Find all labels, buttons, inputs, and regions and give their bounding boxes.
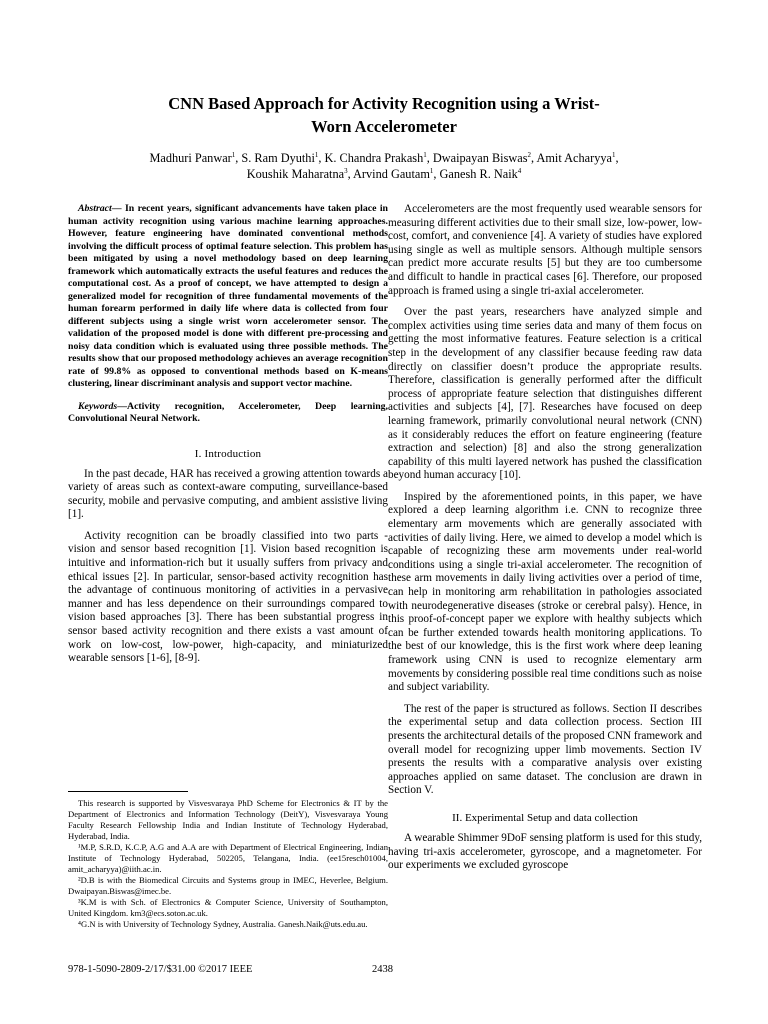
right-paragraph: Accelerometers are the most frequently used wearable sensors for measuring different activities due to their small size, low-power, low-cost, comfort, and convenience [4]. A variety of studies have explored using single as well as multiple sensors. Although multiple sensors can predict more accurate results [5] but they are too cumbersome and difficult to handle in practical cases [6]. Therefore, our proposed approach is framed using a single tri-axial accelerometer. [388, 203, 702, 297]
author-name: Koushik Maharatna [246, 167, 345, 181]
footnote: ¹M.P, S.R.D, K.C.P, A.G and A.A are with Department of Electrical Engineering, Indian Institute of Technology Hyderabad, 502205, Telangana, India. (ee15resch01004, amit_acharyya)@iith.ac.in. [68, 842, 388, 874]
author-affiliation-sup: 1 [429, 166, 434, 175]
footnotes [68, 798, 388, 930]
author-list [60, 150, 708, 182]
author-name: Madhuri Panwar [149, 151, 232, 165]
author-name: Dwaipayan Biswas [432, 151, 528, 165]
abstract-text: — In recent years, significant advancements have taken place in human activity recognition using various machine learning approaches. However, feature engineering have dominated conventional methods involving the difficult process of optimal feature selection. This problem has been mitigated by using a novel methodology based on deep learning framework which automatically extracts the useful features and reduces the computational cost. As a proof of concept, we have attempted to design a generalized model for recognition of three fundamental movements of the human forearm performed in daily life where data is collected from four different subjects using a single wrist worn accelerometer sensor. The validation of the proposed model is done with different pre-processing and noisy data condition which is evaluated using three possible methods. The results show that our proposed methodology achieves an average recognition rate of 99.8% as opposed to conventional methods based on K-means clustering, linear discriminant analysis and support vector machine. [68, 203, 388, 389]
keywords-lead: Keywords [78, 400, 118, 412]
footnote: ²D.B is with the Biomedical Circuits and Systems group in IMEC, Heverlee, Belgium. Dwaipayan.Biswas@imec.be. [68, 875, 388, 896]
abstract-lead: Abstract [78, 203, 112, 214]
paper-title [60, 92, 708, 138]
author-name: Amit Acharyya [536, 151, 612, 165]
page-number: 2438 [372, 964, 393, 975]
left-paragraph: In the past decade, HAR has received a growing attention towards a variety of areas such as context-aware computing, surveillance-based security, mobile and pervasive computing, and ambient assistive living [1]. [68, 467, 388, 521]
author-name: K. Chandra Prakash [324, 151, 424, 165]
authors-line-2: Koushik Maharatna$^3$, Arvind Gautam$^1$, Ganesh R. Naik$^4$ [246, 166, 522, 181]
right-paragraph: Inspired by the aforementioned points, in this paper, we have explored a deep learning algorithm i.e. CNN to recognize three elementary arm movements which are generally associated with activities of daily living. Here, we aimed to develop a model which is capable of recognizing these arm movements under real-world conditions using a single tri-axial accelerometer. The recognition of these arm movements in daily living activities over a period of time, can help in monitoring arm rehabilitation in pathologies associated with neurodegenerative diseases (stroke or cerebral palsy). Hence, in this proof-of-concept paper we explore with healthy subjects which can be further extended towards health monitoring applications. To the best of our knowledge, this is the first work where deep leaning framework using CNN is used to recognize elementary arm movements by considering possible real time conditions such as noise and subject variability. [388, 490, 702, 694]
footnote: ⁴G.N is with University of Technology Sydney, Australia. Ganesh.Naik@uts.edu.au. [78, 919, 368, 929]
author-affiliation-sup: 1 [231, 150, 236, 159]
keywords [68, 401, 388, 426]
author-name: Arvind Gautam [353, 167, 430, 181]
abstract [68, 203, 388, 391]
right-column [388, 203, 702, 881]
right-paragraph: The rest of the paper is structured as follows. Section II describes the experimental setup and data collection process. Section III presents the architectural details of the proposed CNN framework and overall model for recognizing upper limb movements. Section IV presents the results with a comparative analysis over existing approaches applied on same dataset. The conclusion are drawn in Section V. [388, 702, 702, 797]
right-paragraph: Over the past years, researchers have analyzed simple and complex activities using time series data and many of them focus on getting the most informative features. Feature selection is a critical step in the development of any classifier because feeding raw data directly on classifier doesn’t produce the appropriate results. Therefore, classification is generally performed after the difficult process of appropriate feature selection that distinguishes different activities and subjects [4], [7]. Researches have focused on deep learning framework, primarily convolutional neural network (CNN) as it considerably reduces the effort on feature engineering (feature extraction and selection) [8] and also the strong generalization capability of this multi layered network has pushed the classification beyond human accuracy [10]. [388, 306, 702, 482]
left-paragraph: Activity recognition can be broadly classified into two parts - vision and sensor based recognition [1]. Vision based recognition is intuitive and information-rich but it usually suffers from privacy and ethical issues [2]. In particular, sensor-based activity recognition has the advantage of continuous monitoring of activities in a pervasive manner and has less dependence on their surroundings compared to vision based approaches [3]. There has been substantial progress in sensor based activity recognition and there exists a vast amount of work on low-cost, low-power, high-capacity, and miniaturized wearable sensors [1-6], [8-9]. [68, 529, 388, 665]
footnote: This research is supported by Visvesvaraya PhD Scheme for Electronics & IT by the Department of Electronics and Information Technology (DeitY), Visvesvaraya Young Faculty Research Fellowship India and Indian Institute of Technology Hyderabad, Hyderabad, India. [68, 798, 388, 841]
author-affiliation-sup: 2 [527, 150, 531, 159]
footnote-rule [68, 791, 188, 792]
title-line-1: CNN Based Approach for Activity Recognition using a Wrist- [168, 94, 600, 113]
right-paragraph: A wearable Shimmer 9DoF sensing platform is used for this study, having tri-axis accelerometer, gyroscope, and a magnetometer. For our experiments we excluded gyroscope [388, 831, 702, 872]
left-column [68, 203, 388, 674]
author-affiliation-sup: 1 [611, 150, 616, 159]
author-name: Ganesh R. Naik [439, 167, 518, 181]
footnote: ³K.M is with Sch. of Electronics & Computer Science, University of Southampton, United Kingdom. km3@ecs.soton.ac.uk. [68, 897, 388, 918]
author-name: S. Ram Dyuthi [241, 151, 315, 165]
section-heading-experimental-setup: II. Experimental Setup and data collection [452, 811, 638, 824]
keywords-text: —Activity recognition, Accelerometer, Deep learning, Convolutional Neural Network. [68, 400, 388, 424]
title-line-2: Worn Accelerometer [311, 117, 457, 136]
author-affiliation-sup: 4 [517, 166, 522, 175]
author-affiliation-sup: 1 [314, 150, 319, 159]
author-affiliation-sup: 1 [423, 150, 427, 159]
author-affiliation-sup: 3 [344, 166, 348, 175]
section-heading-introduction: I. Introduction [194, 447, 262, 460]
footer-copyright: 978-1-5090-2809-2/17/$31.00 ©2017 IEEE [68, 964, 253, 975]
authors-line-1: Madhuri Panwar$^1$, S. Ram Dyuthi$^1$, K. Chandra Prakash$^1$, Dwaipayan Biswas$^2$, Amit Acharyya$^1$, [149, 150, 619, 165]
